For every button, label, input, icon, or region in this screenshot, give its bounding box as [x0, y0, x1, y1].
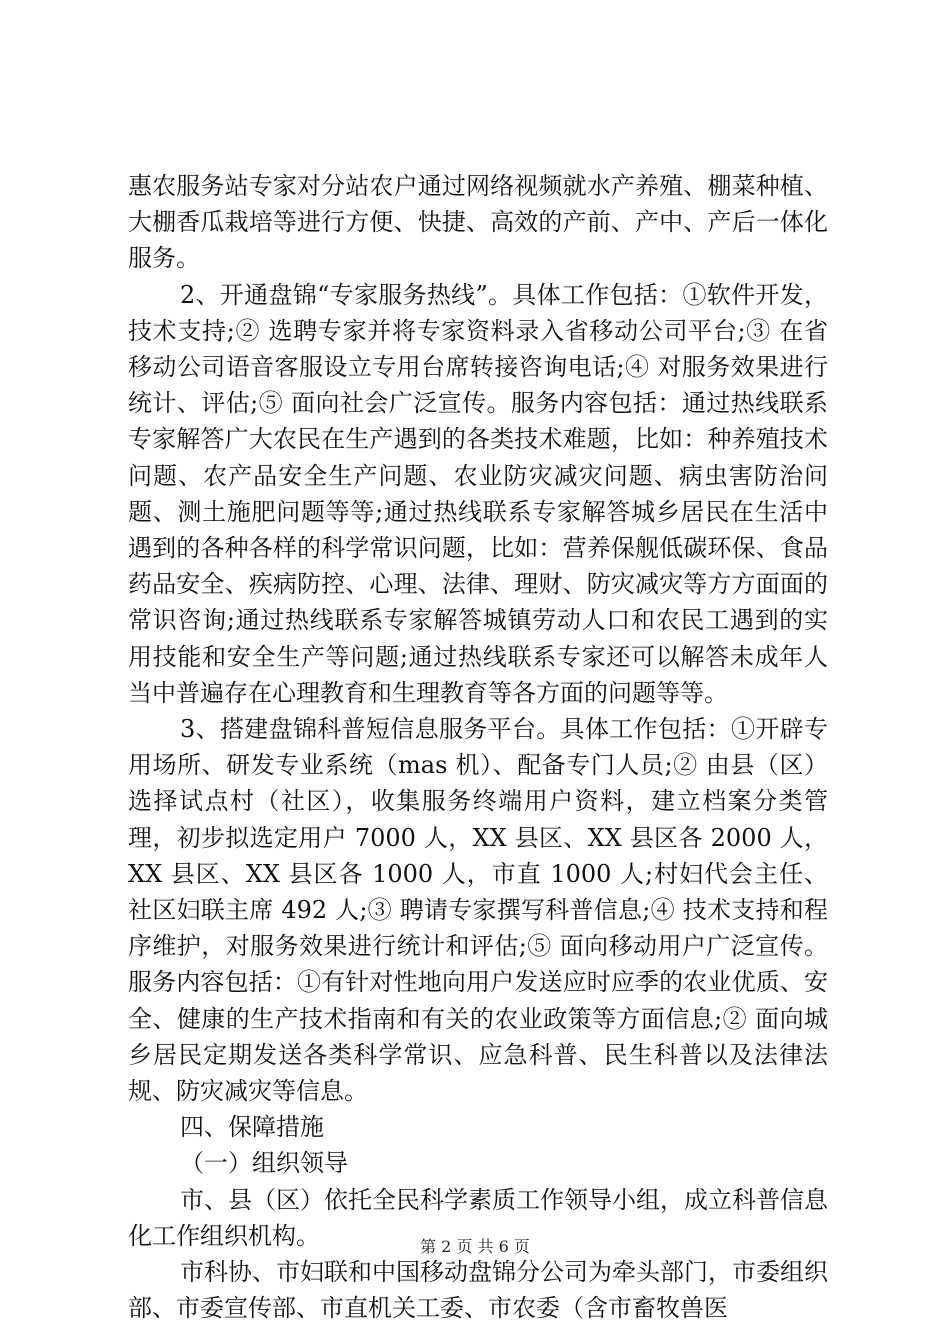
paragraph-3: 3、搭建盘锦科普短信息服务平台。具体工作包括：①开辟专用场所、研发专业系统（mas 机）、配备专门人员;② 由县（区）选择试点村（社区），收集服务终端用户资料，建立档案分类管理，初步拟选定用户 7000 人，XX 县区、XX 县区各 2000 人，XX 县区、XX 县区各 1000 人，市直 1000 人;村妇代会主任、社区妇联主席 492 人;③ 聘请专家撰写科普信息;④ 技术支持和程序维护，对服务效果进行统计和评估;⑤ 面向移动用户广泛宣传。服务内容包括：①有针对性地向用户发送应时应季的农业优质、安全、健康的生产技术指南和有关的农业政策等方面信息;② 面向城乡居民定期发送各类科学常识、应急科普、民生科普以及法律法规、防灾减灾等信息。 [128, 715, 828, 1106]
paragraph-1: 惠农服务站专家对分站农户通过网络视频就水产养殖、棚菜种植、大棚香瓜栽培等进行方便、快捷、高效的产前、产中、产后一体化服务。 [128, 172, 828, 273]
paragraph-5: 市科协、市妇联和中国移动盘锦分公司为牵头部门，市委组织部、市委宣传部、市直机关工委、市农委（含市畜牧兽医 [128, 1258, 828, 1323]
page-footer: 第 2 页 共 6 页 [420, 1237, 530, 1256]
paragraph-4: 市、县（区）依托全民科学素质工作领导小组，成立科普信息化工作组织机构。 [128, 1185, 828, 1250]
subsection-heading-organization: （一）组织领导 [180, 1149, 348, 1178]
paragraph-2: 2、开通盘锦“专家服务热线”。具体工作包括：①软件开发，技术支持;② 选聘专家并将专家资料录入省移动公司平台;③ 在省移动公司语音客服设立专用台席转接咨询电话;④ 对服务效果进行统计、评估;⑤ 面向社会广泛宣传。服务内容包括：通过热线联系专家解答广大农民在生产遇到的各类技术难题，比如：种养殖技术问题、农产品安全生产问题、农业防灾减灾问题、病虫害防治问题、测土施肥问题等等;通过热线联系专家解答城乡居民在生活中遇到的各种各样的科学常识问题，比如：营养保舰低碳环保、食品药品安全、疾病防控、心理、法律、理财、防灾减灾等方方面面的常识咨询;通过热线联系专家解答城镇劳动人口和农民工遇到的实用技能和安全生产等问题;通过热线联系专家还可以解答未成年人当中普遍存在心理教育和生理教育等各方面的问题等等。 [128, 280, 828, 707]
document-body [128, 168, 828, 1327]
section-heading-safeguards: 四、保障措施 [180, 1113, 324, 1142]
